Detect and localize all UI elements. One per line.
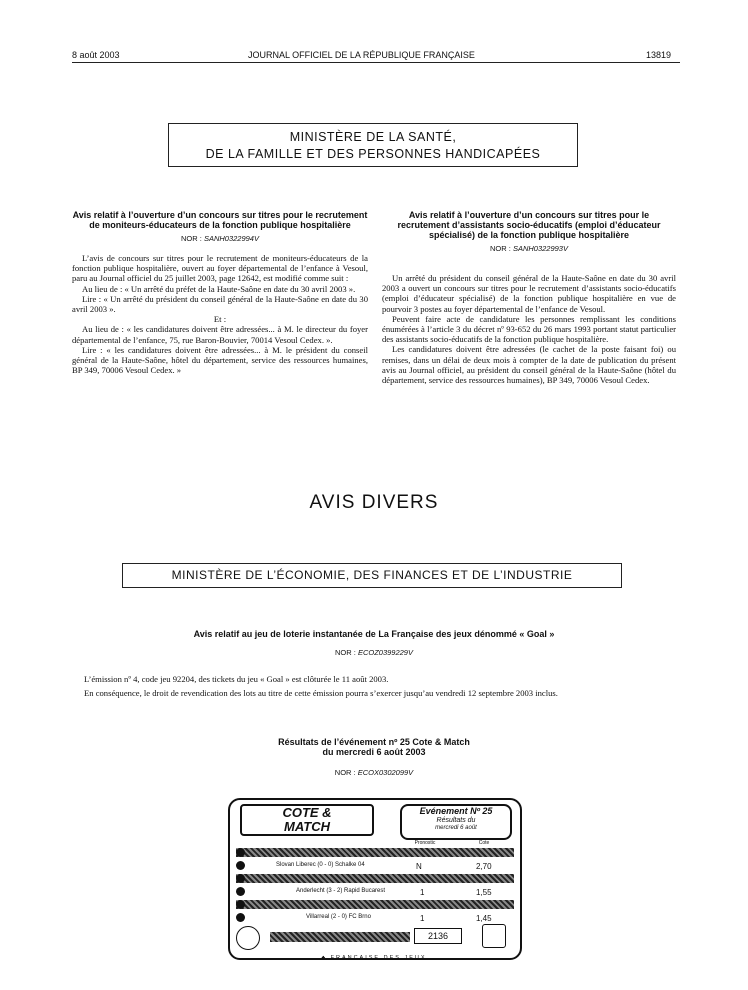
col-cote-header: Cote [478,840,490,846]
header-page-number: 13819 [646,50,672,60]
left-paragraph-1: L’avis de concours sur titres pour le recrutement de moniteurs-éducateurs de la fonction publique hospitalière, ouvert au foyer départemental de l’enfance à Vesoul, paru au Journal officiel du 25 juillet 2003, page 12642, est modifié comme suit : [72,253,368,284]
loterie-nor-label: NOR : [335,648,356,657]
resultats-nor-label: NOR : [334,768,356,777]
match-prono: N [416,862,422,871]
left-article-body [72,253,368,375]
ministry-sante-box [168,123,578,167]
left-paragraph-2: Au lieu de : « Un arrêté du préfet de la Haute-Saône en date du 30 avril 2003 ». [82,283,356,294]
hatched-row [236,874,514,883]
resultats-title-line1: Résultats de l’événement nº 25 Cote & Match [278,737,470,747]
left-nor-code: SANH0322994V [203,234,259,243]
lotto-stamp-icon [482,924,506,948]
event-sub2: mercredi 6 août [435,825,477,831]
event-title: Evénement Nº 25 [419,806,493,816]
resultats-title-line2: du mercredi 6 août 2003 [322,747,426,757]
right-nor [382,244,676,253]
left-article [72,210,368,375]
row-dot-icon [236,913,245,922]
loterie-paragraph-2: En conséquence, le droit de revendication des lots au titre de cette émission pourra s’exercer jusqu’au vendredi 12 septembre 2003 inclus. [84,688,558,698]
right-paragraph-3: Les candidatures doivent être adressées (le cachet de la poste faisant foi) ou remises, dans un délai de deux mois à compter de la date de publication du présent avis au Journal officiel, au président du conseil général de la Haute-Saône (hôtel du département, service des ressources humaines), BP 349, 70006 Vesoul Cedex. [382,344,676,386]
match-cote: 1,55 [476,888,492,897]
row-dot-icon [236,848,245,857]
loterie-title: Avis relatif au jeu de loterie instantanée de La Française des jeux dénommé « Goal » [193,629,555,639]
match-cote: 1,45 [476,914,492,923]
match-prono: 1 [420,914,425,923]
left-et: Et : [213,314,227,325]
resultats-nor [72,768,676,777]
loterie-nor-code: ECOZ0399229V [357,648,413,657]
clover-icon: ♣ [321,955,328,961]
row-dot-icon [236,861,245,870]
match-name: Slovan Liberec (0 - 0) Schalke 04 [276,862,365,868]
ministry-sante-line2: DE LA FAMILLE ET DES PERSONNES HANDICAPÉES [205,147,541,161]
result-row [236,913,514,922]
match-cote: 2,70 [476,862,492,871]
event-sub1: Résultats du [436,817,476,824]
left-nor-label: NOR : [181,234,202,243]
right-article-body [382,273,676,385]
left-paragraph-3: Lire : « Un arrêté du président du conseil général de la Haute-Saône en date du 30 avril 2003 ». [72,293,368,315]
fdj-footer-label: FRANÇAISE DES JEUX [330,955,427,961]
ministry-sante-line1: MINISTÈRE DE LA SANTÉ, [289,130,457,144]
match-name: Anderlecht (3 - 2) Rapid Bucarest [296,888,386,894]
row-dot-icon [236,887,245,896]
header-date: 8 août 2003 [72,50,120,60]
phone-icon [236,926,260,950]
loterie-nor [72,648,676,657]
hatched-row [236,900,514,909]
right-article [382,210,676,385]
left-article-title: Avis relatif à l’ouverture d’un concours sur titres pour le recrutement de moniteurs-éducateurs de la fonction publique hospitalière [72,210,368,230]
left-paragraph-4: Au lieu de : « les candidatures doivent être adressées... à M. le directeur du foyer départemental de l’enfance, 75, rue Baron-Bouvier, 70014 Vesoul Cedex. ». [72,324,368,345]
col-pronostic-header: Pronostic [414,840,436,846]
hatched-row [236,848,514,857]
right-article-title: Avis relatif à l’ouverture d’un concours sur titres pour le recrutement d’assistants socio-éducatifs (emploi d’éducateur spécialisé) de la fonction publique hospitalière [397,210,661,240]
logo-line1: COTE & [282,805,332,820]
result-row [236,861,514,870]
cote-match-logo [240,804,374,836]
match-name: Villarreal (2 - 0) FC Brno [306,914,371,920]
hatched-barcode [270,932,410,942]
avis-divers-heading: AVIS DIVERS [309,492,439,513]
ministry-economie-label: MINISTÈRE DE L’ÉCONOMIE, DES FINANCES ET DE L’INDUSTRIE [171,568,573,582]
ticket-code: 2136 [414,928,462,944]
match-prono: 1 [420,888,425,897]
cote-match-ticket [228,798,522,960]
left-paragraph-5: Lire : « les candidatures doivent être adressées... à M. le président du conseil général de la Haute-Saône, hôtel du département, service des ressources humaines, BP 349, 70006 Vesoul Cedex. » [72,344,368,376]
fdj-footer [0,955,748,961]
event-box [400,804,512,840]
right-paragraph-2: Peuvent faire acte de candidature les personnes remplissant les conditions énumérées à l’article 3 du décret nº 93-652 du 26 mars 1993 portant statut particulier des assistants socio-éducatifs de la fonction publique hospitalière. [382,313,676,345]
logo-line2: MATCH [284,819,330,834]
right-nor-code: SANH0322993V [512,244,568,253]
right-paragraph-1: Un arrêté du président du conseil général de la Haute-Saône en date du 30 avril 2003 a ouvert un concours sur titres pour le recrutement d’assistants socio-éducatifs (emploi d’éducateur spécialisé) de la fonction publique hospitalière en vue de pourvoir 3 postes au foyer départemental de l’enfance de Vesoul. [382,273,676,314]
loterie-paragraph-1: L’émission nº 4, code jeu 92204, des tickets du jeu « Goal » est clôturée le 11 août 2003. [84,674,389,684]
right-nor-label: NOR : [490,244,511,253]
header-journal: JOURNAL OFFICIEL DE LA RÉPUBLIQUE FRANÇAISE [248,50,475,60]
row-dot-icon [236,900,245,909]
row-dot-icon [236,874,245,883]
header-rule [72,62,680,63]
left-nor [72,234,368,243]
ministry-economie-box [122,563,622,588]
resultats-nor-code: ECOX0302099V [357,768,414,777]
result-row [236,887,514,896]
